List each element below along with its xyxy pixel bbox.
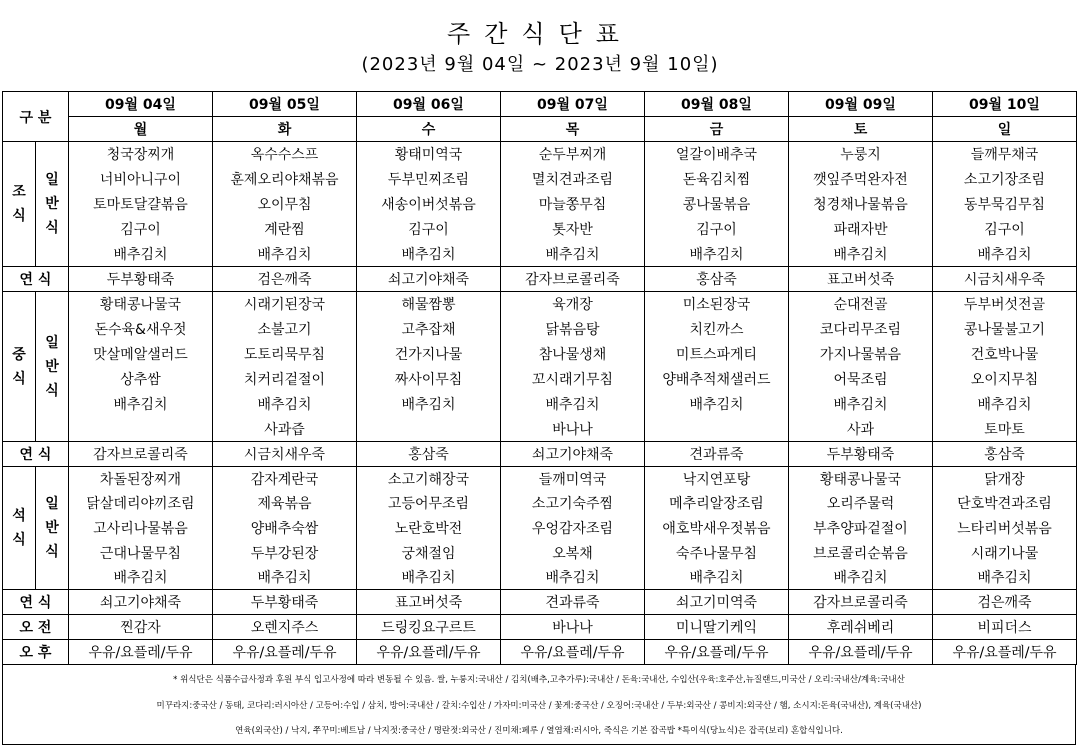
dinner-dish: 배추김치	[789, 565, 933, 590]
lunch-dish: 사과즙	[213, 417, 357, 442]
afternoon-snack-label: 오 후	[3, 639, 69, 664]
breakfast-dish: 너비아니구이	[69, 167, 213, 192]
breakfast-dish: 들깨무채국	[933, 142, 1077, 167]
dinner-dish: 소고기숙주찜	[501, 491, 645, 516]
lunch-dish: 어묵조림	[789, 367, 933, 392]
dinner-dish: 양배추숙쌈	[213, 516, 357, 541]
table-row	[3, 267, 1077, 292]
lunch-dish: 배추김치	[213, 392, 357, 417]
morning-snack-label: 오 전	[3, 614, 69, 639]
dinner-dish: 근대나물무침	[69, 540, 213, 565]
dinner-dish: 배추김치	[213, 565, 357, 590]
note-line: * 위식단은 식품수급사정과 후원 부식 입고사정에 따라 변동될 수 있음. 쌀, 누룽지:국내산 / 김치(배추,고추가루):국내산 / 돈육:국내산, 수입산(우육:호주산,뉴질랜드,미국산 / 오리:국내산/계육:국내산	[173, 675, 905, 685]
table-row	[3, 639, 1077, 664]
table-row	[3, 192, 1077, 217]
dinner-dish: 시래기나물	[933, 540, 1077, 565]
dinner-dish: 단호박견과조림	[933, 491, 1077, 516]
breakfast-label	[3, 142, 36, 267]
breakfast-dish: 훈제오리야채볶음	[213, 167, 357, 192]
lunch-label-text: 중 식	[12, 346, 26, 387]
dinner-dish: 배추김치	[645, 565, 789, 590]
morning-snack-item: 찐감자	[69, 614, 213, 639]
menu-table	[2, 91, 1077, 665]
weekday-header: 화	[213, 117, 357, 142]
breakfast-dish: 계란찜	[213, 217, 357, 242]
afternoon-snack-item: 우유/요플레/두유	[645, 639, 789, 664]
dinner-dish: 배추김치	[933, 565, 1077, 590]
lunch-dish: 도토리묵무침	[213, 342, 357, 367]
dinner-dish: 배추김치	[357, 565, 501, 590]
breakfast-dish: 마늘쫑무침	[501, 192, 645, 217]
lunch-dish: 배추김치	[357, 392, 501, 417]
breakfast-dish: 돈육김치찜	[645, 167, 789, 192]
afternoon-snack-item: 우유/요플레/두유	[933, 639, 1077, 664]
table-row	[3, 92, 1077, 117]
dinner-general-label	[36, 467, 69, 590]
lunch-dish: 배추김치	[645, 392, 789, 417]
dinner-dish: 차돌된장찌개	[69, 467, 213, 492]
dinner-dish: 들깨미역국	[501, 467, 645, 492]
table-row	[3, 167, 1077, 192]
afternoon-snack-item: 우유/요플레/두유	[69, 639, 213, 664]
breakfast-label-text: 조 식	[12, 184, 26, 224]
table-row	[3, 292, 1077, 317]
breakfast-dish: 김구이	[645, 217, 789, 242]
snack-breakfast-item: 표고버섯죽	[789, 267, 933, 292]
table-row	[3, 117, 1077, 142]
breakfast-dish: 배추김치	[357, 242, 501, 267]
snack-lunch-item: 시금치새우죽	[213, 442, 357, 467]
breakfast-dish: 김구이	[69, 217, 213, 242]
lunch-dish: 육개장	[501, 292, 645, 317]
note-line: 연육(외국산) / 낙지, 쭈꾸미:베트남 / 낙지젓:중국산 / 명란젓:외국산 / 진미채:페루 / 열염채:러시아, 죽식은 기본 잡곡밥 *특이식(당뇨식)은 잡곡(보리) 혼합식입니다.	[235, 726, 843, 736]
morning-snack-item: 바나나	[501, 614, 645, 639]
table-row	[3, 392, 1077, 417]
snack-lunch-item: 견과류죽	[645, 442, 789, 467]
breakfast-dish: 순두부찌개	[501, 142, 645, 167]
snack-dinner-item: 감자브로콜리죽	[789, 589, 933, 614]
dinner-dish: 소고기해장국	[357, 467, 501, 492]
date-header: 09월 04일	[69, 92, 213, 117]
lunch-dish: 배추김치	[933, 392, 1077, 417]
page-title: 주간식단표	[447, 20, 633, 48]
table-row	[3, 342, 1077, 367]
date-range: (2023년 9월 04일 ~ 2023년 9월 10일)	[361, 54, 719, 75]
snack-lunch-item: 두부황태죽	[789, 442, 933, 467]
weekday-header: 금	[645, 117, 789, 142]
header-gubun: 구 분	[3, 92, 69, 142]
breakfast-dish: 황태미역국	[357, 142, 501, 167]
dinner-dish: 우엉감자조림	[501, 516, 645, 541]
lunch-dish: 배추김치	[789, 392, 933, 417]
dinner-dish: 제육볶음	[213, 491, 357, 516]
weekday-header: 토	[789, 117, 933, 142]
breakfast-dish: 누룽지	[789, 142, 933, 167]
breakfast-dish: 두부민찌조림	[357, 167, 501, 192]
lunch-dish: 꼬시래기무침	[501, 367, 645, 392]
lunch-dish	[69, 417, 213, 442]
table-row	[3, 540, 1077, 565]
dinner-label	[3, 467, 36, 590]
table-row	[3, 217, 1077, 242]
afternoon-snack-item: 우유/요플레/두유	[357, 639, 501, 664]
weekday-header: 일	[933, 117, 1077, 142]
morning-snack-item: 비피더스	[933, 614, 1077, 639]
breakfast-dish: 청국장찌개	[69, 142, 213, 167]
snack-lunch-item: 쇠고기야채죽	[501, 442, 645, 467]
lunch-dish: 배추김치	[69, 392, 213, 417]
weekday-header: 목	[501, 117, 645, 142]
snack-dinner-item: 두부황태죽	[213, 589, 357, 614]
morning-snack-item: 오렌지주스	[213, 614, 357, 639]
breakfast-dish: 배추김치	[213, 242, 357, 267]
dinner-dish: 닭개장	[933, 467, 1077, 492]
date-header: 09월 10일	[933, 92, 1077, 117]
snack-lunch-item: 감자브로콜리죽	[69, 442, 213, 467]
lunch-dish	[645, 417, 789, 442]
weekday-header: 수	[357, 117, 501, 142]
dinner-general-label-text: 일 반 식	[45, 495, 59, 560]
lunch-dish: 치커리겉절이	[213, 367, 357, 392]
dinner-dish: 황태콩나물국	[789, 467, 933, 492]
table-row	[3, 565, 1077, 590]
lunch-dish: 토마토	[933, 417, 1077, 442]
dinner-dish: 느타리버섯볶음	[933, 516, 1077, 541]
table-row	[3, 367, 1077, 392]
snack-breakfast-item: 감자브로콜리죽	[501, 267, 645, 292]
breakfast-dish: 배추김치	[789, 242, 933, 267]
breakfast-dish: 소고기장조림	[933, 167, 1077, 192]
table-row	[3, 242, 1077, 267]
lunch-general-label	[36, 292, 69, 442]
breakfast-dish: 멸치견과조림	[501, 167, 645, 192]
lunch-dish: 콩나물불고기	[933, 317, 1077, 342]
table-row	[3, 142, 1077, 167]
lunch-dish: 미트스파게티	[645, 342, 789, 367]
lunch-dish: 건호박나물	[933, 342, 1077, 367]
snack-dinner-item: 쇠고기미역죽	[645, 589, 789, 614]
snack-dinner-item: 검은깨죽	[933, 589, 1077, 614]
breakfast-dish: 배추김치	[645, 242, 789, 267]
lunch-general-label-text: 일 반 식	[45, 334, 59, 399]
afternoon-snack-item: 우유/요플레/두유	[501, 639, 645, 664]
breakfast-dish: 김구이	[933, 217, 1077, 242]
dinner-dish: 배추김치	[501, 565, 645, 590]
breakfast-dish: 토마토달걀볶음	[69, 192, 213, 217]
breakfast-dish: 파래자반	[789, 217, 933, 242]
breakfast-dish: 김구이	[357, 217, 501, 242]
weekday-header: 월	[69, 117, 213, 142]
lunch-dish: 황태콩나물국	[69, 292, 213, 317]
breakfast-dish: 옥수수스프	[213, 142, 357, 167]
breakfast-dish: 새송이버섯볶음	[357, 192, 501, 217]
dinner-dish: 메추리알장조림	[645, 491, 789, 516]
lunch-dish: 두부버섯전골	[933, 292, 1077, 317]
snack-breakfast-item: 시금치새우죽	[933, 267, 1077, 292]
date-header: 09월 05일	[213, 92, 357, 117]
dinner-dish: 고사리나물볶음	[69, 516, 213, 541]
snack-breakfast-item: 쇠고기야채죽	[357, 267, 501, 292]
breakfast-dish: 콩나물볶음	[645, 192, 789, 217]
dinner-dish: 노란호박전	[357, 516, 501, 541]
dinner-dish: 브로콜리순볶음	[789, 540, 933, 565]
lunch-dish: 맛살메알샐러드	[69, 342, 213, 367]
table-row	[3, 614, 1077, 639]
dinner-dish: 숙주나물무침	[645, 540, 789, 565]
dinner-dish: 궁채절임	[357, 540, 501, 565]
lunch-dish: 해물짬뽕	[357, 292, 501, 317]
breakfast-dish: 동부묵김무침	[933, 192, 1077, 217]
lunch-dish: 짜사이무침	[357, 367, 501, 392]
table-row	[3, 491, 1077, 516]
dinner-label-text: 석 식	[12, 507, 26, 548]
lunch-dish: 가지나물볶음	[789, 342, 933, 367]
table-row	[3, 417, 1077, 442]
breakfast-dish: 톳자반	[501, 217, 645, 242]
lunch-dish: 시래기된장국	[213, 292, 357, 317]
lunch-dish: 고추잡채	[357, 317, 501, 342]
table-row	[3, 589, 1077, 614]
snack-lunch-label: 연 식	[3, 442, 69, 467]
lunch-dish: 치킨까스	[645, 317, 789, 342]
lunch-dish: 참나물생채	[501, 342, 645, 367]
lunch-dish: 소불고기	[213, 317, 357, 342]
breakfast-dish: 깻잎주먹완자전	[789, 167, 933, 192]
lunch-dish: 양배추적채샐러드	[645, 367, 789, 392]
snack-breakfast-item: 검은깨죽	[213, 267, 357, 292]
lunch-dish: 닭볶음탕	[501, 317, 645, 342]
snack-dinner-item: 쇠고기야채죽	[69, 589, 213, 614]
morning-snack-item: 드링킹요구르트	[357, 614, 501, 639]
breakfast-dish: 배추김치	[501, 242, 645, 267]
snack-breakfast-item: 두부황태죽	[69, 267, 213, 292]
dinner-dish: 두부강된장	[213, 540, 357, 565]
table-row	[3, 467, 1077, 492]
dinner-dish: 오리주물럭	[789, 491, 933, 516]
table-row	[3, 317, 1077, 342]
snack-breakfast-item: 홍삼죽	[645, 267, 789, 292]
breakfast-dish: 배추김치	[69, 242, 213, 267]
date-header: 09월 06일	[357, 92, 501, 117]
lunch-dish: 오이지무침	[933, 367, 1077, 392]
dinner-dish: 낙지연포탕	[645, 467, 789, 492]
snack-lunch-item: 홍삼죽	[357, 442, 501, 467]
date-header: 09월 07일	[501, 92, 645, 117]
dinner-dish: 닭살데리야끼조림	[69, 491, 213, 516]
dinner-dish: 부추양파겉절이	[789, 516, 933, 541]
breakfast-general-label	[36, 142, 69, 267]
morning-snack-item: 후레쉬베리	[789, 614, 933, 639]
lunch-dish: 돈수육&새우젓	[69, 317, 213, 342]
note-line: 미꾸라지:중국산 / 동태, 코다리:러시아산 / 고등어:수입 / 삼치, 방어:국내산 / 갈치:수입산 / 가자미:미국산 / 꽃게:중국산 / 오징어:국내산 / 두부:외국산 / 콩비지:외국산 / 햄, 소시지:돈육(국내산), 계육(국내산)	[156, 701, 922, 711]
dinner-dish: 오복채	[501, 540, 645, 565]
snack-breakfast-label: 연 식	[3, 267, 69, 292]
breakfast-dish: 청경채나물볶음	[789, 192, 933, 217]
lunch-dish: 사과	[789, 417, 933, 442]
snack-dinner-label: 연 식	[3, 589, 69, 614]
lunch-dish: 순대전골	[789, 292, 933, 317]
breakfast-dish: 배추김치	[933, 242, 1077, 267]
lunch-dish: 미소된장국	[645, 292, 789, 317]
snack-lunch-item: 홍삼죽	[933, 442, 1077, 467]
afternoon-snack-item: 우유/요플레/두유	[213, 639, 357, 664]
dinner-dish: 애호박새우젓볶음	[645, 516, 789, 541]
date-header: 09월 08일	[645, 92, 789, 117]
date-header: 09월 09일	[789, 92, 933, 117]
breakfast-dish: 얼갈이배추국	[645, 142, 789, 167]
lunch-dish: 건가지나물	[357, 342, 501, 367]
lunch-dish	[357, 417, 501, 442]
dinner-dish: 고등어무조림	[357, 491, 501, 516]
dinner-dish: 배추김치	[69, 565, 213, 590]
snack-dinner-item: 표고버섯죽	[357, 589, 501, 614]
lunch-dish: 코다리무조림	[789, 317, 933, 342]
morning-snack-item: 미니딸기케익	[645, 614, 789, 639]
dinner-dish: 감자계란국	[213, 467, 357, 492]
snack-dinner-item: 견과류죽	[501, 589, 645, 614]
afternoon-snack-item: 우유/요플레/두유	[789, 639, 933, 664]
lunch-dish: 배추김치	[501, 392, 645, 417]
table-row	[3, 442, 1077, 467]
breakfast-dish: 오이무침	[213, 192, 357, 217]
lunch-dish: 상추쌈	[69, 367, 213, 392]
lunch-dish: 바나나	[501, 417, 645, 442]
lunch-label	[3, 292, 36, 442]
table-row	[3, 516, 1077, 541]
breakfast-general-label-text: 일 반 식	[45, 172, 59, 236]
footer-notes	[2, 665, 1076, 745]
